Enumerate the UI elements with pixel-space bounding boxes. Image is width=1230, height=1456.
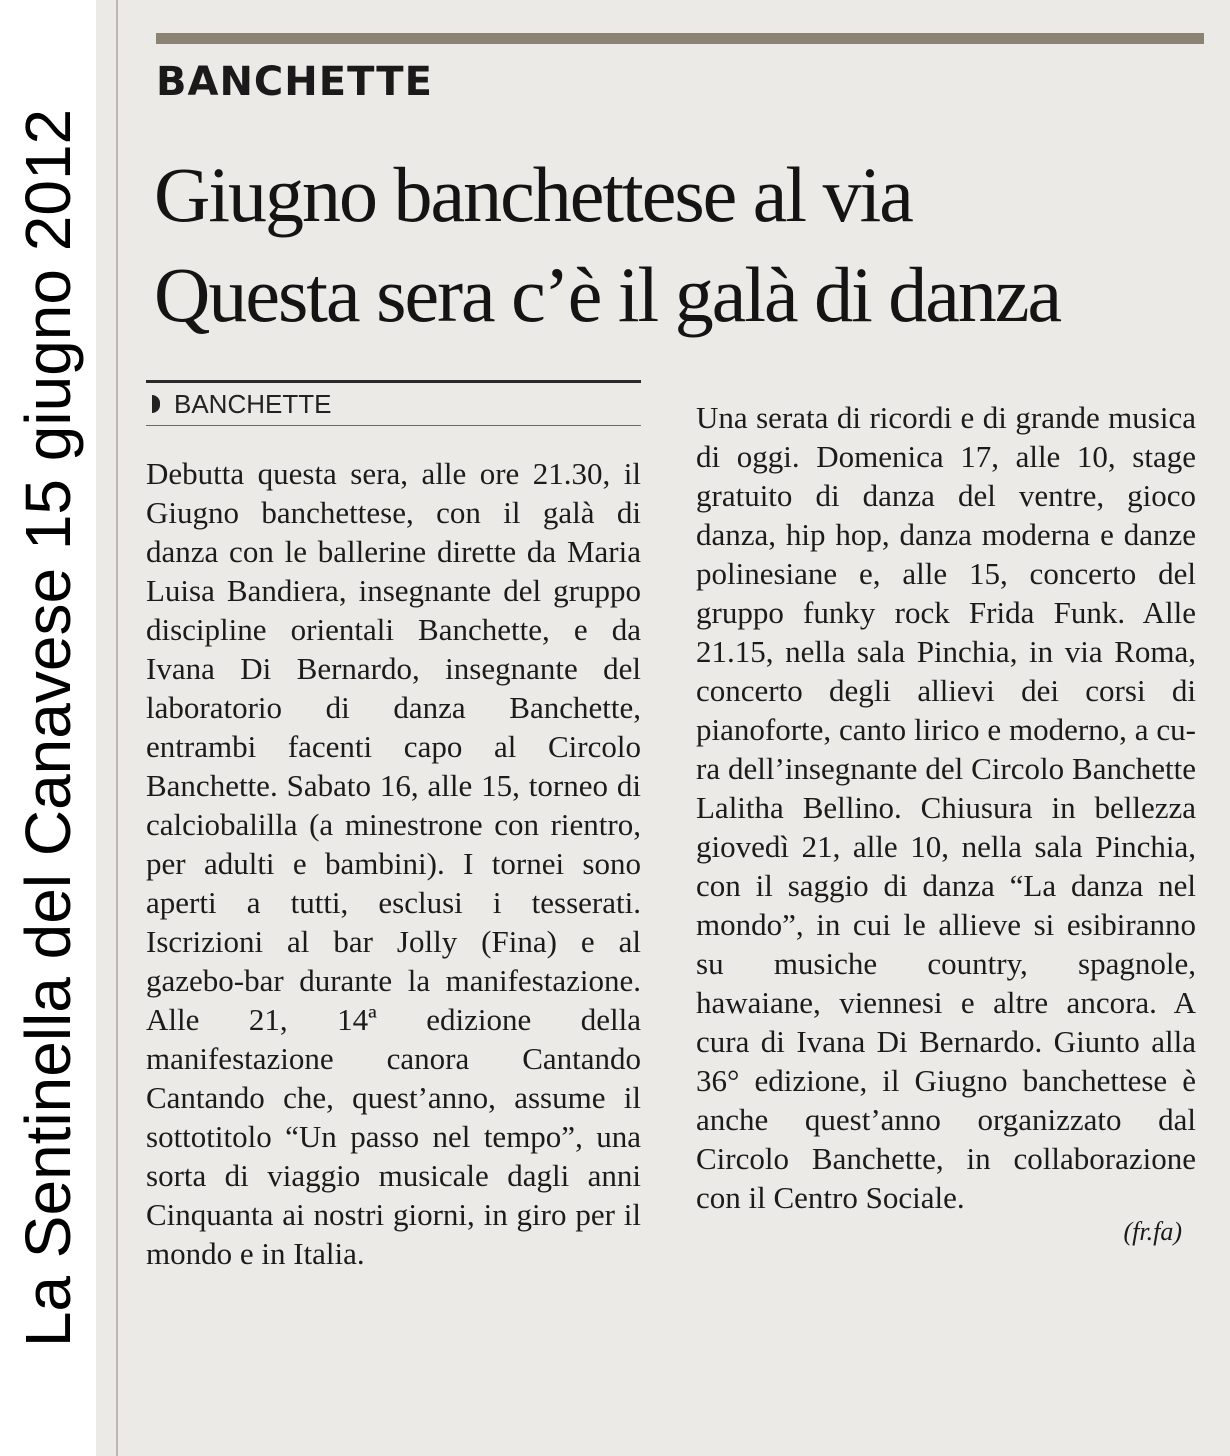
section-label: BANCHETTE (174, 388, 332, 419)
headline-line-1: Giugno banchettese al via (154, 151, 912, 238)
headline-line-2: Questa sera c’è il galà di danza (154, 251, 1061, 338)
newspaper-clipping (96, 0, 1230, 1456)
headline (154, 145, 1214, 345)
kicker: BANCHETTE (156, 59, 433, 105)
side-caption: La Sentinella del Canavese 15 giugno 2012 (12, 108, 84, 1348)
right-column (696, 398, 1196, 1247)
fold-line (116, 0, 118, 1456)
section-marker-icon (152, 395, 160, 413)
left-column-text: Debutta questa sera, alle ore 21.30, il Giugno banchettese, con il galà di danza con le ballerine dirette da Maria Luisa Bandiera, insegnante del gruppo discipline orientali Banchette, e da Ivana Di Bernardo, insegnante del laboratorio di danza Banchette, entrambi facenti capo al Circolo Banchette. Sabato 16, alle 15, torneo di calciobalilla (a minestrone con rientro, per adulti e bambini). I tornei sono aperti a tutti, esclusi i tesserati. Iscrizioni al bar Jolly (Fina) e al gazebo-bar durante la manifestazione. Alle 21, 14ª edizione della manifestazione canora Cantando Cantando che, quest’anno, assume il sottotitolo “Un passo nel tempo”, una sorta di viaggio musicale dagli anni Cinquanta ai nostri giorni, in giro per il mondo e in Italia. (146, 456, 641, 1271)
top-rule (156, 33, 1204, 44)
side-caption-area (0, 0, 96, 1456)
byline: (fr.fa) (1123, 1217, 1182, 1246)
section-label-row (146, 383, 641, 425)
left-column (146, 380, 641, 1273)
right-column-text: Una serata di ricordi e di grande musica di oggi. Domenica 17, alle 10, stage gratuito di danza del ventre, gioco danza, hip hop, danza moderna e danze polinesiane e, alle 15, concerto del gruppo funky rock Frida Funk. Alle 21.15, nella sala Pinchia, in via Roma, concerto degli allievi dei corsi di pianoforte, canto lirico e moderno, a cura dell’insegnante del Circolo Banchette Lalitha Bellino. Chiusura in bellezza giovedì 21, alle 10, nella sala Pinchia, con il saggio di danza “La danza nel mondo”, in cui le allieve si esibiranno su musiche country, spagnole, hawaiane, viennesi e altre ancora. A cura di Ivana Di Bernardo. Giunto alla 36° edizione, il Giugno banchettese è anche quest’anno organizzato dal Circolo Banchette, in collaborazione con il Centro Sociale. (696, 400, 1196, 1215)
section-rule-bottom (146, 425, 641, 426)
